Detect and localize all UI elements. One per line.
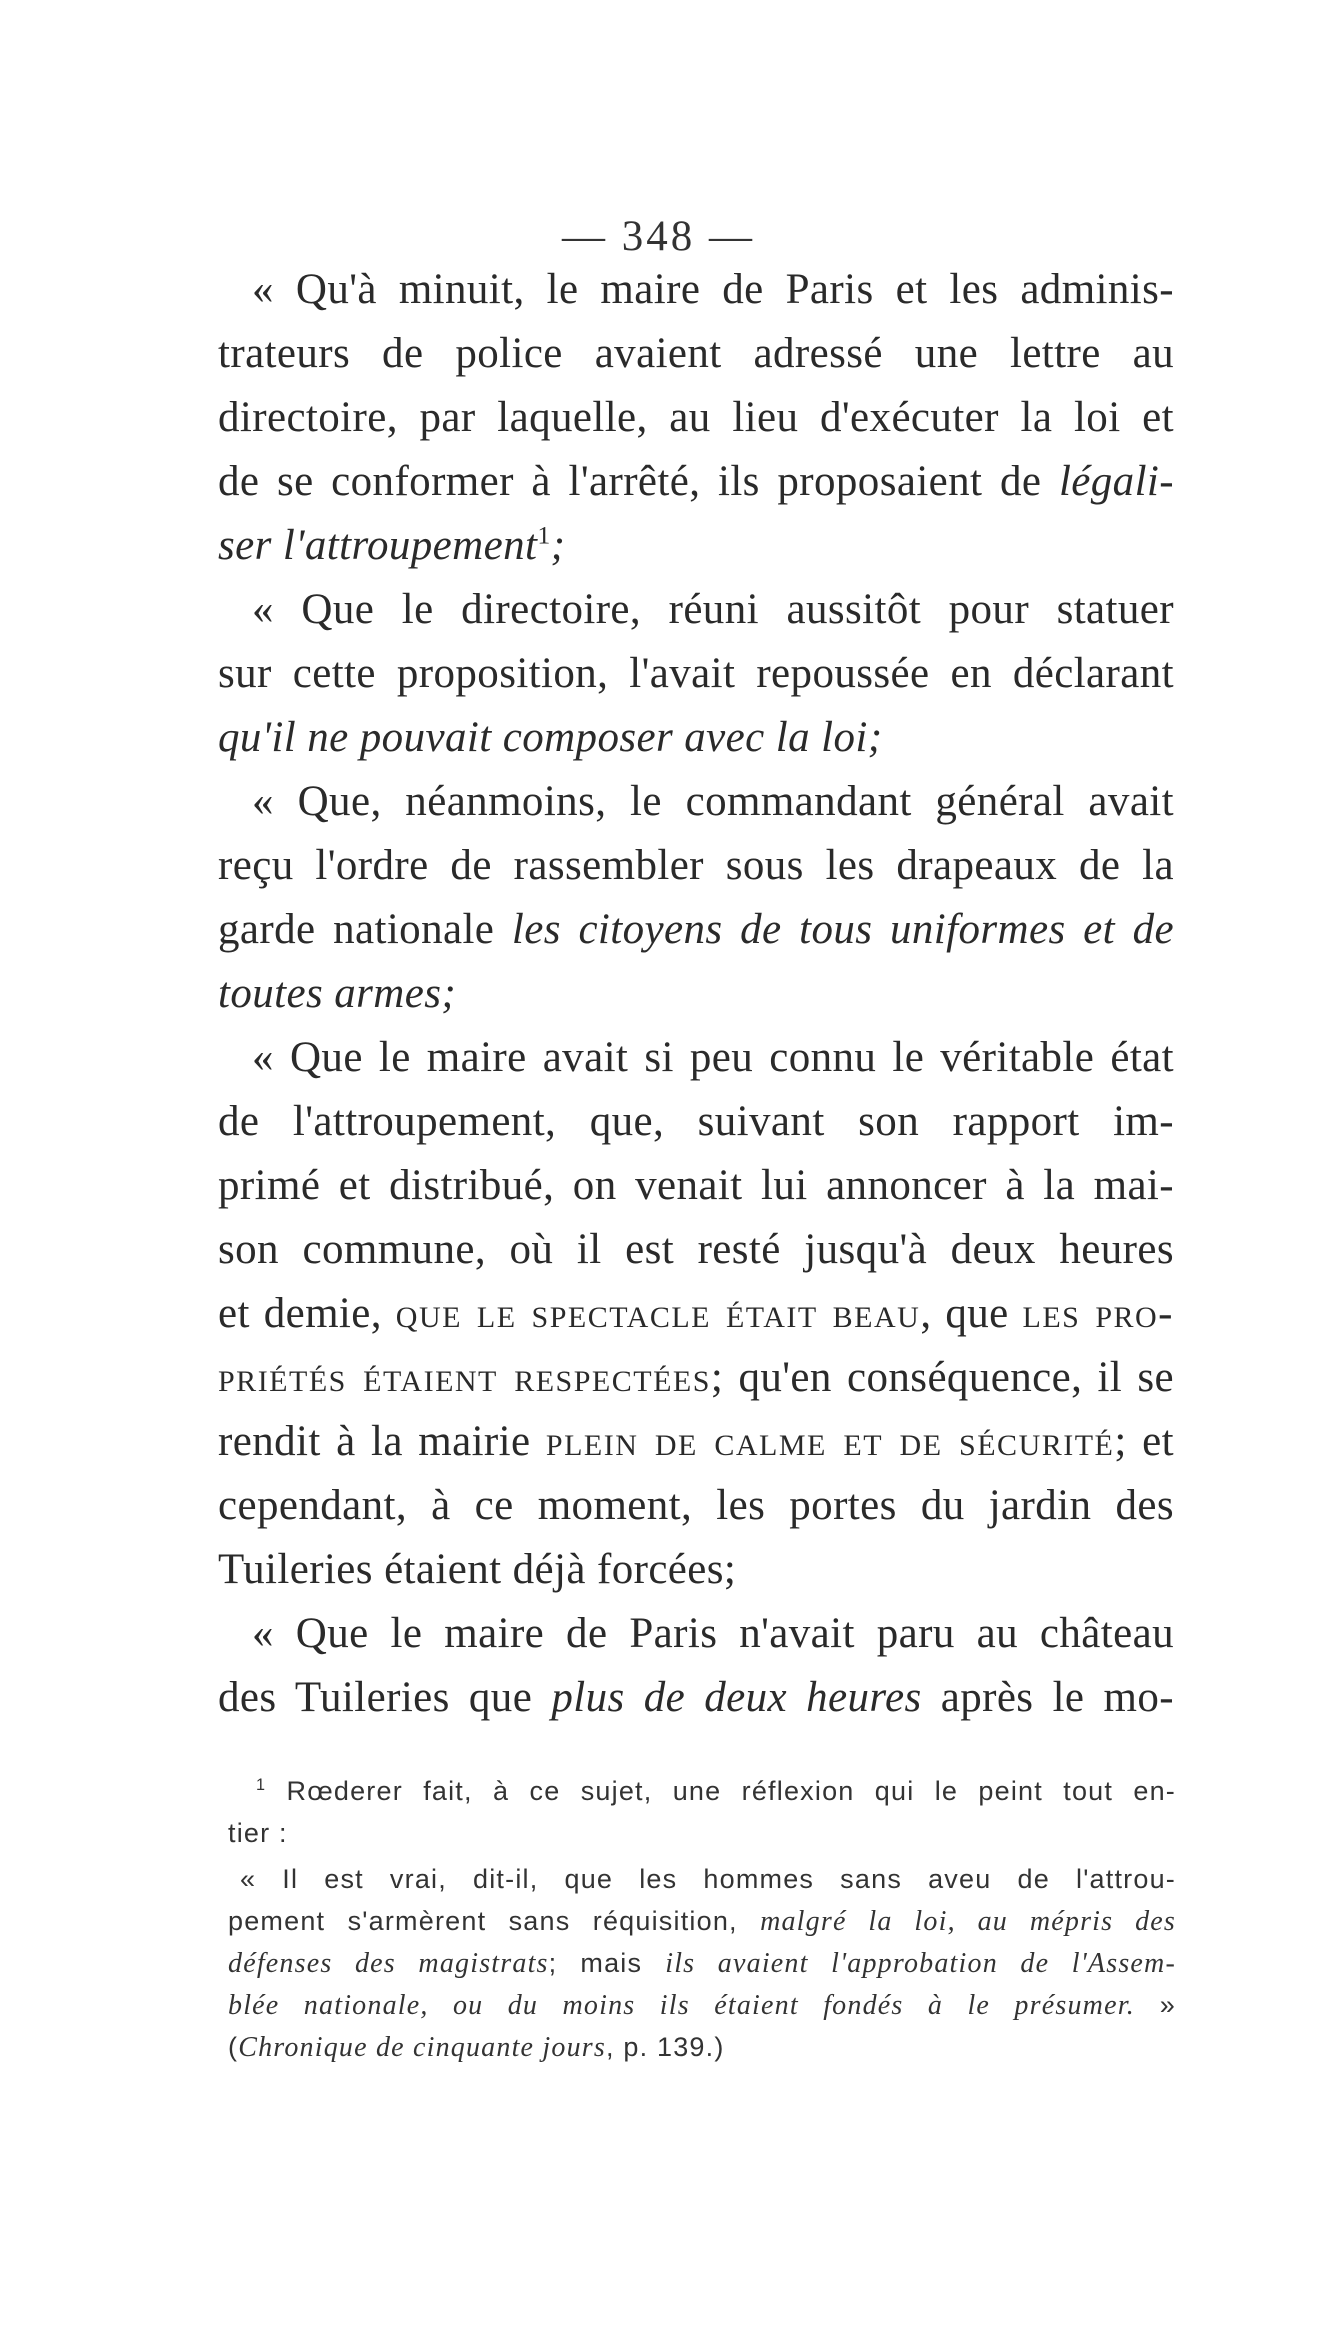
footnote-line: défenses des magistrats; mais ils avaient l'approbation de l'Assem- (228, 1948, 1176, 1979)
footnote-line: (Chronique de cinquante jours, p. 139.) (228, 2032, 725, 2063)
text-line: qu'il ne pouvait composer avec la loi; (218, 714, 883, 761)
text-line: « Que le maire de Paris n'avait paru au château (252, 1610, 1174, 1657)
text-line: trateurs de police avaient adressé une lettre au (218, 330, 1174, 377)
text-line: garde nationale les citoyens de tous uniformes et de (218, 906, 1174, 953)
text-line: sur cette proposition, l'avait repoussée en déclarant (218, 650, 1174, 697)
footnote-line: « Il est vrai, dit-il, que les hommes sans aveu de l'attrou- (240, 1864, 1176, 1894)
text-line: et demie, que le spectacle était beau, que les pro- (218, 1290, 1174, 1337)
text-line: rendit à la mairie plein de calme et de sécurité; et (218, 1418, 1174, 1465)
footnote-marker: 1 (256, 1776, 267, 1794)
text-line: cependant, à ce moment, les portes du jardin des (218, 1482, 1174, 1529)
text-line: de se conformer à l'arrêté, ils proposaient de légali- (218, 458, 1174, 505)
text-line: « Que le directoire, réuni aussitôt pour statuer (252, 586, 1174, 633)
text-line: « Que, néanmoins, le commandant général avait (252, 778, 1174, 825)
footnote-line: $^1$ Rœderer fait, à ce sujet, une réflexion qui le peint tout en- (256, 1776, 1176, 1806)
footnote-line: tier : (228, 1818, 288, 1848)
page-number: — 348 — (562, 213, 755, 260)
text-line: toutes armes; (218, 970, 457, 1017)
text-line: priétés étaient respectées; qu'en conséquence, il se (218, 1354, 1174, 1401)
footnote-ref: 1 (537, 520, 551, 550)
text-line: « Qu'à minuit, le maire de Paris et les adminis- (252, 266, 1174, 313)
footnote-line: pement s'armèrent sans réquisition, malgré la loi, au mépris des (228, 1906, 1176, 1937)
text-line: « Que le maire avait si peu connu le véritable état (252, 1034, 1174, 1081)
text-line: ser l'attroupement$^1$; (218, 520, 566, 569)
footnote-line: blée nationale, ou du moins ils étaient fondés à le présumer. » (228, 1990, 1177, 2021)
text-line: Tuileries étaient déjà forcées; (218, 1546, 737, 1593)
text-line: directoire, par laquelle, au lieu d'exécuter la loi et (218, 394, 1174, 441)
text-line: de l'attroupement, que, suivant son rapport im- (218, 1098, 1174, 1145)
text-line: des Tuileries que plus de deux heures après le mo- (218, 1674, 1174, 1721)
text-line: primé et distribué, on venait lui annoncer à la mai- (218, 1162, 1174, 1209)
text-line: reçu l'ordre de rassembler sous les drapeaux de la (218, 842, 1174, 889)
text-line: son commune, où il est resté jusqu'à deux heures (218, 1226, 1174, 1273)
